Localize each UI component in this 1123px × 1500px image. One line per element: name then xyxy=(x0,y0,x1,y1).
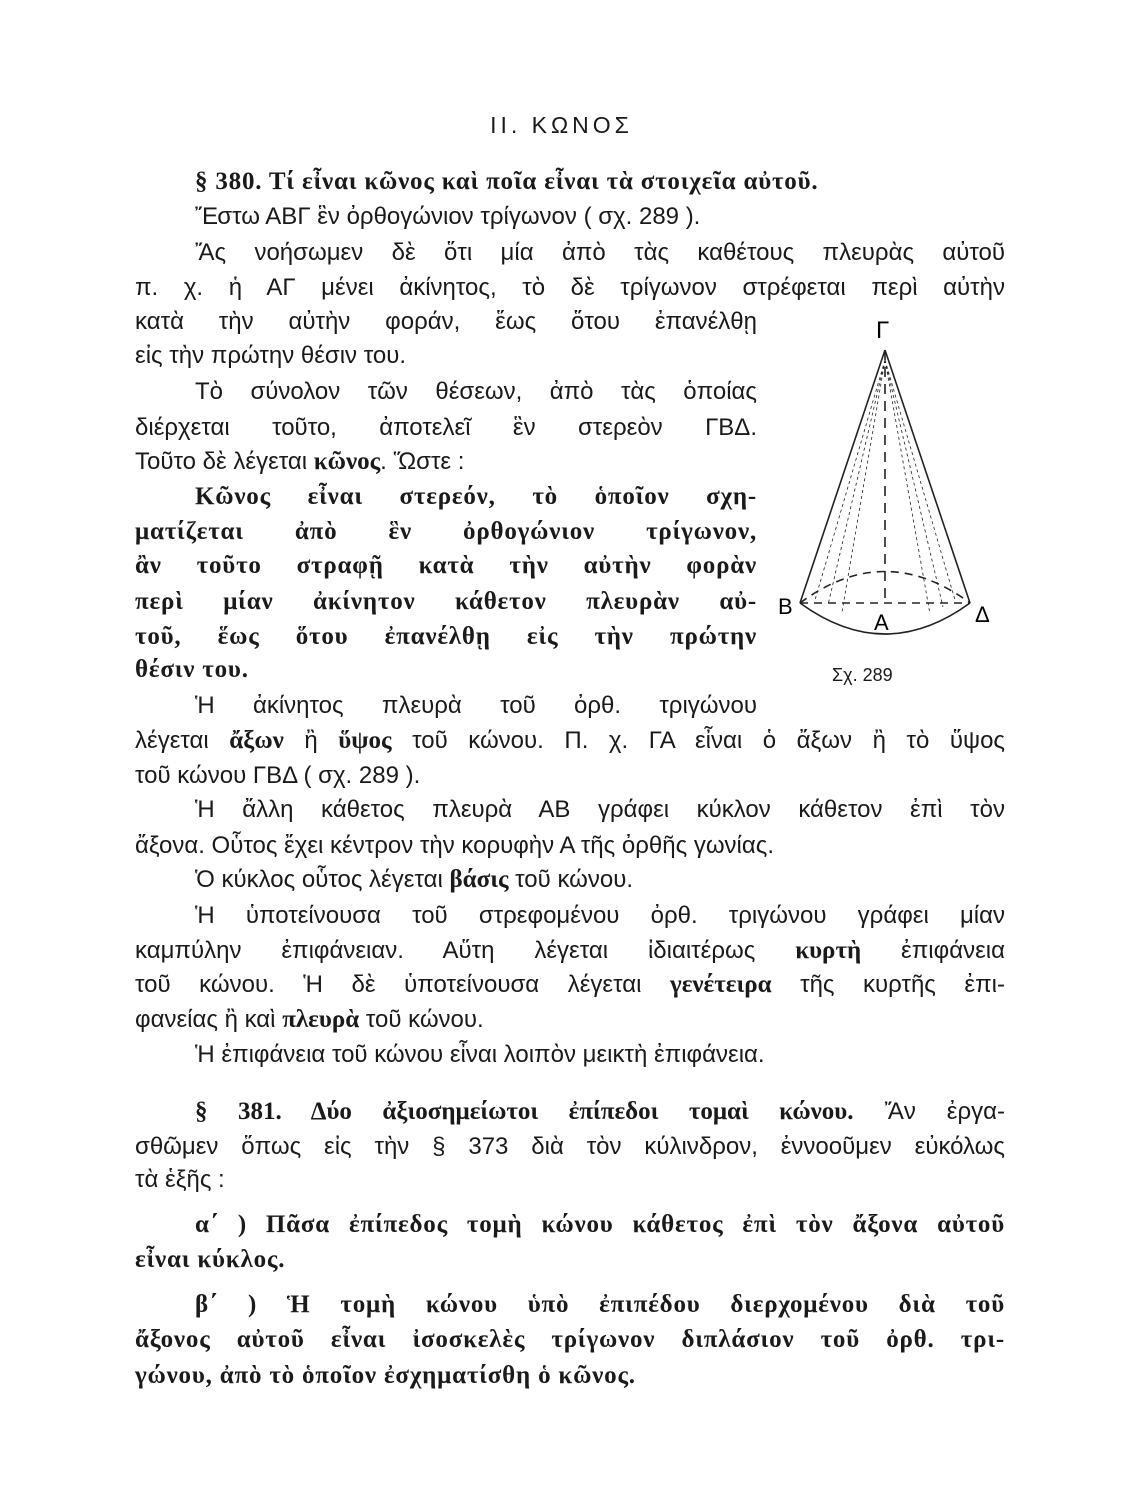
text-span: Ἡ ἐπιφάνεια τοῦ κώνου εἶναι λοιπὸν μεικτὴ ἐπιφάνεια. xyxy=(195,1041,765,1068)
text-line xyxy=(135,1003,1005,1037)
text-line xyxy=(135,1243,1005,1277)
text-span: π. χ. ἡ ΑΓ μένει ἀκίνητος, τὸ δὲ τρίγωνον στρέφεται περὶ αὐτὴν xyxy=(135,274,1005,301)
text-span: Ἡ ἀκίνητος πλευρὰ τοῦ ὀρθ. τριγώνου xyxy=(195,692,757,719)
text-line xyxy=(195,480,757,514)
bold-text: πλευρὰ xyxy=(282,1006,360,1033)
text-span: ἄξονα. Οὗτος ἔχει κέντρον τὴν κορυφὴν Α τῆς ὀρθῆς γωνίας. xyxy=(135,832,774,859)
text-line xyxy=(195,899,1005,933)
text-line xyxy=(135,515,757,549)
bold-text: θέσιν του. xyxy=(135,656,249,683)
bold-text: ὕψος xyxy=(338,727,392,754)
chapter-heading: II. ΚΩΝΟΣ xyxy=(490,112,633,138)
text-line xyxy=(195,236,1005,270)
bold-text: κυρτὴ xyxy=(795,937,862,964)
text-line xyxy=(135,271,1005,305)
bold-text: ἂν τοῦτο στραφῇ κατὰ τὴν αὐτὴν φορὰν xyxy=(135,552,757,579)
text-span: σθῶμεν ὅπως εἰς τὴν § 373 διὰ τὸν κύλινδρον, ἐννοοῦμεν εὐκόλως xyxy=(135,1133,1005,1160)
bold-text: περὶ μίαν ἀκίνητον κάθετον πλευρὰν αὐ- xyxy=(135,588,757,615)
text-span: φανείας ἢ καὶ xyxy=(135,1006,283,1033)
bold-text: § 380. Τί εἶναι κῶνος καὶ ποῖα εἶναι τὰ στοιχεῖα αὐτοῦ. xyxy=(195,168,819,195)
text-line xyxy=(195,1095,1005,1129)
text-span: τοῦ κώνου. xyxy=(508,866,634,893)
text-span: . Ὥστε : xyxy=(380,448,465,475)
text-line xyxy=(195,1038,1005,1072)
bold-text: α΄ ) Πᾶσα ἐπίπεδος τομὴ κώνου κάθετος ἐπὶ τὸν ἄξονα αὐτοῦ xyxy=(195,1211,1005,1238)
text-line xyxy=(135,759,1005,793)
label-right: Δ xyxy=(975,602,990,627)
text-span: Τὸ σύνολον τῶν θέσεων, ἀπὸ τὰς ὁποίας xyxy=(195,378,757,405)
text-span: τοῦ κώνου. Ἡ δὲ ὑποτείνουσα λέγεται xyxy=(135,971,671,998)
text-span: Ἡ ἄλλη κάθετος πλευρὰ ΑΒ γράφει κύκλον κάθετον ἐπὶ τὸν xyxy=(195,796,1005,823)
bold-text: β΄ ) Ἡ τομὴ κώνου ὑπὸ ἐπιπέδου διερχομένου διὰ τοῦ xyxy=(195,1291,1005,1318)
bold-text: ἄξονος αὐτοῦ εἶναι ἰσοσκελὲς τρίγωνον διπλάσιον τοῦ ὀρθ. τρι- xyxy=(135,1326,1005,1353)
text-span: εἰς τὴν πρώτην θέσιν του. xyxy=(135,342,407,369)
text-line xyxy=(195,165,875,199)
bold-text: εἶναι κύκλος. xyxy=(135,1246,286,1273)
text-span: Ἔστω ΑΒΓ ἓν ὀρθογώνιον τρίγωνον ( σχ. 289 ). xyxy=(195,203,701,230)
text-span: Ἄν ἐργα- xyxy=(853,1098,1005,1125)
text-line xyxy=(195,375,757,409)
bold-text: § 381. Δύο ἀξιοσημείωτοι ἐπίπεδοι τομαὶ κώνου. xyxy=(195,1098,854,1125)
text-line xyxy=(135,1359,1005,1393)
text-span: διέρχεται τοῦτο, ἀποτελεῖ ἓν στερεὸν ΓΒΔ. xyxy=(135,414,757,441)
figure-caption: Σχ. 289 xyxy=(832,665,893,685)
text-line xyxy=(135,934,1005,968)
text-span: κατὰ τὴν αὐτὴν φοράν, ἕως ὅτου ἐπανέλθῃ xyxy=(135,308,757,335)
text-line xyxy=(135,653,757,687)
text-line xyxy=(135,724,1005,758)
text-line xyxy=(135,411,757,445)
text-span: Ἄς νοήσωμεν δὲ ὅτι μία ἀπὸ τὰς καθέτους πλευρὰς αὐτοῦ xyxy=(195,239,1005,266)
text-span: καμπύλην ἐπιφάνειαν. Αὕτη λέγεται ἰδιαιτέρως xyxy=(135,937,796,964)
text-span: Ἡ ὑποτείνουσα τοῦ στρεφομένου ὀρθ. τριγώνου γράφει μίαν xyxy=(195,902,1005,929)
text-line xyxy=(195,200,1005,234)
text-span: τοῦ κώνου. Π. χ. ΓΑ εἶναι ὁ ἄξων ἢ τὸ ὕψος xyxy=(391,727,1005,754)
bold-text: κῶνος xyxy=(313,448,381,475)
text-line xyxy=(195,689,757,723)
label-center: Α xyxy=(874,610,889,635)
text-span: ἢ xyxy=(283,727,339,754)
text-span: ἐπιφάνεια xyxy=(861,937,1005,964)
text-line xyxy=(135,968,1005,1002)
text-line xyxy=(195,1288,1005,1322)
text-span: τοῦ κώνου. xyxy=(359,1006,484,1033)
text-line xyxy=(135,829,1005,863)
text-line xyxy=(135,445,757,479)
text-span: τῆς κυρτῆς ἐπι- xyxy=(771,971,1005,998)
bold-text: ἄξων xyxy=(229,727,284,754)
cone-left-edge xyxy=(800,350,885,603)
bold-text: τοῦ, ἕως ὅτου ἐπανέλθῃ εἰς τὴν πρώτην xyxy=(135,623,757,650)
text-line xyxy=(195,863,1005,897)
text-span: λέγεται xyxy=(135,727,230,754)
bold-text: γενέτειρα xyxy=(670,971,772,998)
text-line xyxy=(135,620,757,654)
text-line xyxy=(195,793,1005,827)
text-span: τὰ ἑξῆς : xyxy=(135,1166,225,1193)
text-line xyxy=(135,1130,1005,1164)
bold-text: Κῶνος εἶναι στερεόν, τὸ ὁποῖον σχη- xyxy=(195,483,757,510)
text-line xyxy=(195,1208,1005,1242)
text-line xyxy=(135,1163,1005,1197)
text-span: τοῦ κώνου ΓΒΔ ( σχ. 289 ). xyxy=(135,762,421,789)
label-apex: Γ xyxy=(876,317,890,344)
text-line xyxy=(135,585,757,619)
bold-text: ματίζεται ἀπὸ ἓν ὀρθογώνιον τρίγωνον, xyxy=(135,518,757,545)
text-line xyxy=(135,549,757,583)
label-left: Β xyxy=(778,594,793,619)
cone-right-edge xyxy=(885,350,970,603)
text-line xyxy=(135,339,757,373)
bold-text: βάσις xyxy=(449,866,509,893)
cone-figure xyxy=(760,310,1020,700)
bold-text: γώνου, ἀπὸ τὸ ὁποῖον ἐσχηματίσθη ὁ κῶνος. xyxy=(135,1362,636,1389)
text-span: Ὁ κύκλος οὗτος λέγεται xyxy=(195,866,450,893)
text-span: Τοῦτο δὲ λέγεται xyxy=(135,448,314,475)
text-line xyxy=(135,1323,1005,1357)
text-line xyxy=(135,305,757,339)
